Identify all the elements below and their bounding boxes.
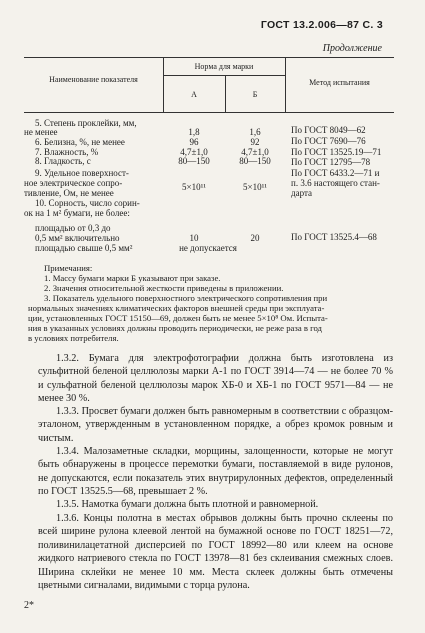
row-7-a: 4,7±1,0 <box>180 147 208 157</box>
note-3-line-5: в условиях потребителя. <box>28 333 119 343</box>
row-9-name-2: ное электрическое сопро- <box>24 178 123 188</box>
row-7-name: 7. Влажность, % <box>35 147 99 157</box>
paragraph-1-3-6: 1.3.6. Концы полотна в местах обрывов должны быть прочно склеены по всей ширине рулона клеевой лентой на бумажной основе по ГОСТ 18251—72, поливинилацетатной дисперсией по ГОСТ 18992—80 или клеем на основе жидкого натриевого стекла по ГОСТ 13978—81 без склеивания смежных слоев. Ширина склейки не менее 10 мм. Места склеек должны быть отмечены цветными сигналами, видимыми с торца рулона. <box>38 513 393 592</box>
row-9-method-3: дарта <box>291 188 312 198</box>
row-6-b: 92 <box>250 137 260 147</box>
row-10-b-1: 20 <box>250 233 260 243</box>
continuation-label: Продолжение <box>322 43 382 54</box>
row-9-name-3: тивление, Ом, не менее <box>24 188 114 198</box>
notes-title: Примечания: <box>44 263 93 273</box>
row-5-b: 1,6 <box>249 127 261 137</box>
row-6-method: По ГОСТ 7690—76 <box>291 136 366 146</box>
row-5-method: По ГОСТ 8049—62 <box>291 125 366 135</box>
row-7-method: По ГОСТ 13525.19—71 <box>291 147 382 157</box>
paragraph-1-3-5: 1.3.5. Намотка бумаги должна быть плотной и равномерной. <box>56 499 319 510</box>
page-number: 2* <box>24 600 34 611</box>
col-header-a: А <box>191 90 197 99</box>
col-header-name: Наименование показателя <box>49 75 138 84</box>
row-8-b: 80—150 <box>239 156 271 166</box>
row-5-name-1: 5. Степень проклейки, мм, <box>35 118 137 128</box>
note-3-line-1: 3. Показатель удельного поверхностного электрического сопротивления при <box>44 293 328 303</box>
row-10-a-1: 10 <box>189 233 199 243</box>
doc-header: ГОСТ 13.2.006—87 С. 3 <box>260 19 383 31</box>
note-3-line-2: нормальных значениях климатических факторов внешней среды при эксплуата- <box>28 303 325 313</box>
paragraph-1-3-2: 1.3.2. Бумага для электрофотографии должна быть изготовлена из сульфитной беленой целлюлозы марки А-1 по ГОСТ 3914—74 — не более 70 % и сульфатной беленой целлюлозы марок ХБ-0 и ХБ-1 по ГОСТ 9571—84 — не менее 30 %. <box>38 353 393 405</box>
row-10-method: По ГОСТ 13525.4—68 <box>291 232 377 242</box>
row-9-a: 5×10¹¹ <box>182 182 206 192</box>
row-10-name-2: ок на 1 м² бумаги, не более: <box>24 208 130 218</box>
row-6-a: 96 <box>189 137 199 147</box>
row-9-b: 5×10¹¹ <box>243 182 267 192</box>
paragraph-1-3-3: 1.3.3. Просвет бумаги должен быть равномерным в соответствии с образцом-эталоном, утвержденным в установленном порядке, а обрез кромок ровным и чистым. <box>38 406 393 444</box>
row-10-name-3: площадью от 0,3 до <box>35 223 111 233</box>
row-10-a-2: не допускается <box>179 243 237 253</box>
row-9-name-1: 9. Удельное поверхност- <box>35 168 129 178</box>
row-8-method: По ГОСТ 12795—78 <box>291 157 371 167</box>
note-3-line-4: ния в указанных условиях должны проводить периодически, не реже раза в год <box>28 323 322 333</box>
col-header-method: Метод испытания <box>309 78 370 87</box>
row-10-name-5: площадью свыше 0,5 мм² <box>35 243 133 253</box>
row-5-name-2: не менее <box>24 127 58 137</box>
note-1: 1. Массу бумаги марки Б указывают при заказе. <box>44 273 221 283</box>
row-8-name: 8. Гладкость, с <box>35 156 91 166</box>
row-10-name-4: 0,5 мм² включительно <box>35 233 120 243</box>
row-10-name-1: 10. Сорность, число сорин- <box>35 198 140 208</box>
col-header-b: Б <box>252 90 258 99</box>
note-3-line-3: ции, установленных ГОСТ 15150—69, должен быть не менее 5×10⁸ Ом. Испыта- <box>28 313 328 323</box>
row-8-a: 80—150 <box>178 156 210 166</box>
note-2: 2. Значения относительной жесткости приведены в приложении. <box>44 283 284 293</box>
row-9-method-1: По ГОСТ 6433.2—71 и <box>291 168 380 178</box>
row-9-method-2: п. 3.6 настоящего стан- <box>291 178 380 188</box>
row-5-a: 1,8 <box>188 127 200 137</box>
col-header-norm: Норма для марки <box>194 62 254 71</box>
paragraph-1-3-4: 1.3.4. Малозаметные складки, морщины, залощенности, которые не могут быть обнаружены в процессе перемотки бумаги, поставляемой в виде рулонов, не допускаются, если показатель этих внутрирулонных дефектов, определенный по ГОСТ 13525.5—68, превышает 2 %. <box>38 446 393 498</box>
row-6-name: 6. Белизна, %, не менее <box>35 137 125 147</box>
row-7-b: 4,7±1,0 <box>241 147 269 157</box>
